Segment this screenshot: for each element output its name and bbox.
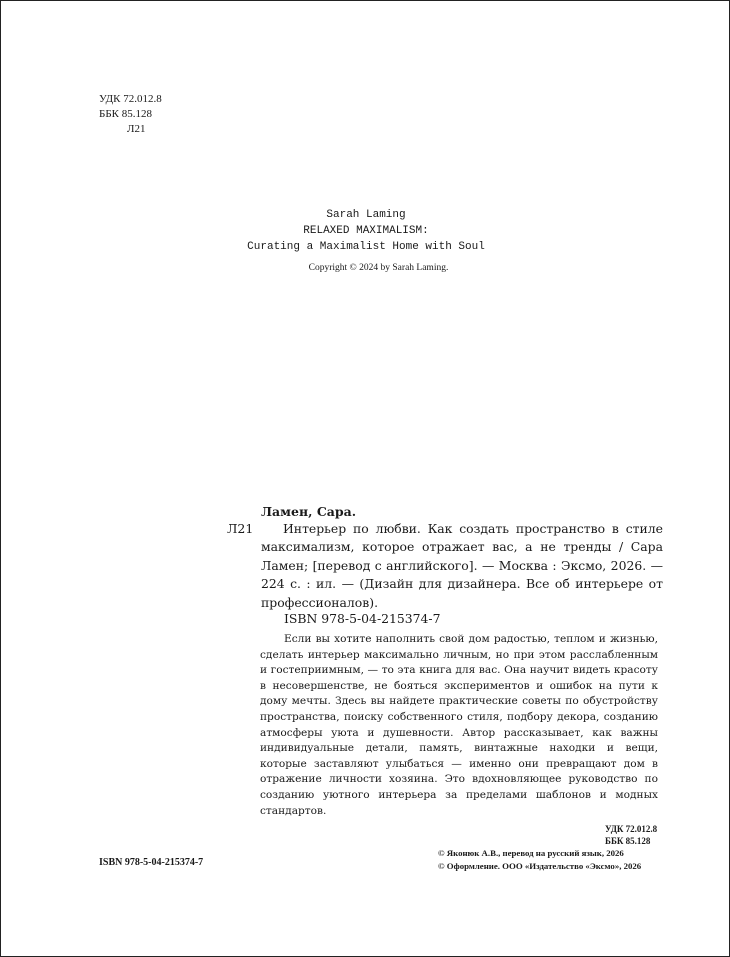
original-author: Sarah Laming bbox=[326, 209, 406, 221]
original-title: RELAXED MAXIMALISM: bbox=[303, 225, 429, 237]
footer-bbk: ББК 85.128 bbox=[605, 836, 651, 846]
footer-classification bbox=[605, 823, 657, 847]
original-copyright: Copyright © 2024 by Sarah Laming. bbox=[308, 263, 449, 273]
footer-copyrights bbox=[438, 847, 641, 873]
book-annotation: Если вы хотите наполнить свой дом радостью, теплом и жизнью, сделать интерьер максимально личным, но при этом расслабленным и гостеприимным, — то эта книга для вас. Она научит видеть красоту в несовершенстве, не бояться экспериментов и ошибок на пути к дому мечты. Здесь вы найдете практические советы по обустройству пространства, поиску собственного стиля, подбору декора, созданию атмосферы уюта и душевности. Автор рассказывает, как важны индивидуальные детали, память, винтажные находки и вещи, которые заставляют улыбаться — именно они превращают дом в отражение личности хозяина. Это вдохновляющее руководство по созданию уютного интерьера за пределами шаблонов и модных стандартов. bbox=[260, 633, 658, 817]
original-edition-block bbox=[1, 207, 730, 255]
bbk-code: ББК 85.128 bbox=[99, 108, 152, 120]
record-isbn: ISBN 978-5-04-215374-7 bbox=[284, 611, 441, 626]
record-author-heading: Ламен, Сара. bbox=[261, 504, 357, 519]
translation-copyright: © Яконюк А.В., перевод на русский язык, 2026 bbox=[438, 848, 624, 858]
footer-udk: УДК 72.012.8 bbox=[605, 824, 658, 834]
footer-isbn: ISBN 978-5-04-215374-7 bbox=[99, 857, 204, 868]
design-copyright: © Оформление. ООО «Издательство «Эксмо», 2026 bbox=[438, 861, 642, 871]
original-subtitle: Curating a Maximalist Home with Soul bbox=[247, 241, 485, 253]
record-author-sign: Л21 bbox=[227, 521, 254, 536]
author-sign: Л21 bbox=[127, 123, 146, 135]
udk-code: УДК 72.012.8 bbox=[99, 93, 162, 105]
classification-block bbox=[99, 92, 162, 137]
bibliographic-description: Интерьер по любви. Как создать пространство в стиле максимализм, которое отражает вас, а не тренды / Сара Ламен; [перевод с английского]. — Москва : Эксмо, 2026. — 224 с. : ил. — (Дизайн для дизайнера. Все об интерьере от профессионалов). bbox=[261, 521, 663, 610]
